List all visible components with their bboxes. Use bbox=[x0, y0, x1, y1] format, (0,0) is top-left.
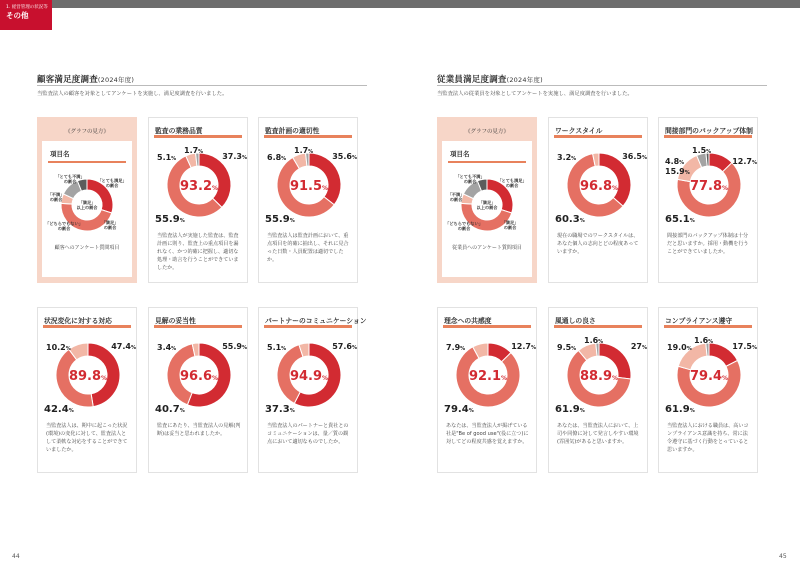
donut-chart bbox=[149, 330, 249, 422]
guide-label-satisfied: 「満足」の割合 bbox=[101, 220, 119, 230]
guide-label-very-dissatisfied: 「とても不満」の割合 bbox=[455, 174, 485, 184]
donut-chart bbox=[549, 330, 649, 422]
donut-label-0: 55.9% bbox=[222, 342, 247, 351]
card-description: 当監査法人が実施した監査は、監査計画に則り、監査上の重点項目を漏れなく、かつ的確に把握し、適切な処理・助言を行うことができていましたか。 bbox=[157, 233, 239, 271]
donut-center-value: 96.8% bbox=[579, 179, 619, 194]
survey-card-backoffice-support bbox=[658, 117, 758, 283]
card-title: 間接部門のバックアップ体制 bbox=[665, 127, 753, 135]
guide-label-dissatisfied: 「不満」の割合 bbox=[47, 192, 65, 202]
donut-label-2: 9.5% bbox=[557, 343, 577, 352]
guide-panel bbox=[442, 141, 532, 277]
section-tab bbox=[0, 0, 52, 30]
donut-label-0: 37.3% bbox=[222, 152, 247, 161]
card-title: 状況変化に対する対応 bbox=[44, 317, 112, 325]
donut-label-1: 55.9% bbox=[155, 214, 185, 225]
right-title-rule bbox=[437, 85, 767, 86]
left-title-text: 顧客満足度調査 bbox=[37, 75, 98, 85]
donut-chart bbox=[149, 140, 249, 232]
card-title-rule bbox=[154, 135, 242, 138]
donut-center-value: 79.4% bbox=[689, 369, 729, 384]
donut-label-3: 1.7% bbox=[294, 146, 314, 155]
survey-card-quality bbox=[148, 117, 248, 283]
card-title: 理念への共感度 bbox=[444, 317, 492, 325]
left-title-year: (2024年度) bbox=[97, 76, 135, 84]
survey-card-philosophy-empathy bbox=[437, 307, 537, 473]
donut-label-2: 5.1% bbox=[157, 153, 177, 162]
donut-chart bbox=[659, 140, 759, 232]
card-description: 当監査法人のパートナーと貴社とのコミュニケーションは、量／質の観点において適切なものでしたか。 bbox=[267, 423, 349, 445]
guide-label-very-dissatisfied: 「とても不満」の割合 bbox=[55, 174, 85, 184]
donut-chart bbox=[259, 330, 359, 422]
donut-center-value: 89.8% bbox=[68, 369, 108, 384]
right-section-title bbox=[437, 73, 543, 85]
page-number-left: 44 bbox=[12, 553, 20, 560]
guide-label-neither: 「どちらでもない」の割合 bbox=[445, 221, 483, 231]
survey-card-compliance bbox=[658, 307, 758, 473]
card-description: 当監査法人は、期中に起こった状況(環境)の変化に対して、監査法人として柔軟な対応をすることができていましたか。 bbox=[46, 423, 128, 453]
donut-label-1: 79.4% bbox=[444, 404, 474, 415]
donut-center-value: 77.8% bbox=[689, 179, 729, 194]
right-title-text: 従業員満足度調査 bbox=[437, 75, 507, 85]
chapter-label: 1. 経営管理の状況等 bbox=[6, 5, 48, 10]
card-title: パートナーのコミュニケーション bbox=[265, 317, 367, 325]
donut-center-value: 93.2% bbox=[179, 179, 219, 194]
card-title: ワークスタイル bbox=[555, 127, 603, 135]
card-title-rule bbox=[154, 325, 242, 328]
donut-label-1: 65.1% bbox=[665, 214, 695, 225]
donut-label-0: 27% bbox=[630, 342, 647, 351]
donut-label-2: 6.8% bbox=[267, 153, 287, 162]
guide-item-rule bbox=[448, 161, 526, 163]
survey-card-planning bbox=[258, 117, 358, 283]
card-title-rule bbox=[264, 325, 352, 328]
guide-label-satisfied: 「満足」の割合 bbox=[501, 220, 519, 230]
donut-label-2: 3.4% bbox=[157, 343, 177, 352]
donut-center-value: 96.6% bbox=[179, 369, 219, 384]
guide-label-very-satisfied: 「とても満足」の割合 bbox=[97, 178, 127, 188]
donut-label-1: 40.7% bbox=[155, 404, 185, 415]
donut-label-4: 1.5% bbox=[692, 146, 712, 155]
donut-center-value: 91.5% bbox=[289, 179, 329, 194]
left-section-desc: 当監査法人の顧客を対象としてアンケートを実施し、満足度調査を行いました。 bbox=[37, 91, 228, 97]
card-title: 監査計画の適切性 bbox=[265, 127, 320, 135]
right-section-desc: 当監査法人の従業員を対象としてアンケートを実施し、満足度調査を行いました。 bbox=[437, 91, 633, 97]
donut-label-2: 15.9% bbox=[665, 167, 690, 176]
card-title-rule bbox=[443, 325, 531, 328]
guide-caption: 従業員へのアンケート質問項目 bbox=[452, 245, 522, 251]
left-section-title bbox=[37, 73, 134, 85]
donut-label-3: 1.6% bbox=[584, 336, 604, 345]
donut-center-value: 94.9% bbox=[289, 369, 329, 384]
guide-label-dissatisfied: 「不満」の割合 bbox=[447, 192, 465, 202]
card-title-rule bbox=[43, 325, 131, 328]
donut-label-3: 1.7% bbox=[184, 146, 204, 155]
donut-label-2: 10.2% bbox=[46, 343, 71, 352]
donut-label-0: 12.7% bbox=[511, 342, 536, 351]
guide-title: 《グラフの見方》 bbox=[464, 129, 509, 135]
donut-label-0: 12.7% bbox=[732, 157, 757, 166]
guide-center-label: 「満足」以上の割合 bbox=[76, 200, 98, 210]
card-title: 監査の業務品質 bbox=[155, 127, 203, 135]
card-description: 間接部門のバックアップ体制は十分だと思いますか。採用・動機を行うことができていましたか。 bbox=[667, 233, 749, 255]
card-title-rule bbox=[554, 135, 642, 138]
card-title-rule bbox=[664, 135, 752, 138]
left-guide-box bbox=[37, 117, 137, 283]
guide-donut bbox=[42, 165, 132, 245]
section-label: その他 bbox=[6, 11, 29, 20]
guide-center-label: 「満足」以上の割合 bbox=[476, 200, 498, 210]
guide-item-label: 項目名 bbox=[50, 150, 70, 158]
donut-center-value: 88.9% bbox=[579, 369, 619, 384]
donut-label-2: 19.0% bbox=[667, 343, 692, 352]
donut-label-0: 35.6% bbox=[332, 152, 357, 161]
guide-panel bbox=[42, 141, 132, 277]
right-title-year: (2024年度) bbox=[506, 76, 543, 84]
card-description: あなたは、当監査法人において、上司や同僚に対して発言しやすい環境(雰囲気)があると思いますか。 bbox=[557, 423, 639, 445]
donut-label-3: 1.6% bbox=[694, 336, 714, 345]
card-title: コンプライアンス遵守 bbox=[665, 317, 733, 325]
left-title-rule bbox=[37, 85, 367, 86]
guide-caption: 顧客へのアンケート質問項目 bbox=[54, 245, 120, 251]
donut-label-3: 4.8% bbox=[665, 157, 685, 166]
guide-item-label: 項目名 bbox=[450, 150, 470, 158]
survey-card-change-response bbox=[37, 307, 137, 473]
donut-chart bbox=[659, 330, 759, 422]
guide-label-neither: 「どちらでもない」の割合 bbox=[45, 221, 83, 231]
guide-item-rule bbox=[48, 161, 126, 163]
donut-label-0: 36.5% bbox=[622, 152, 647, 161]
guide-label-very-satisfied: 「とても満足」の割合 bbox=[497, 178, 527, 188]
donut-chart bbox=[259, 140, 359, 232]
donut-label-0: 57.6% bbox=[332, 342, 357, 351]
donut-label-1: 55.9% bbox=[265, 214, 295, 225]
card-description: 当監査法人における職員は、高いコンプライアンス意識を持ち、常に法令遵守に基づく行動をとっていると思いますか。 bbox=[667, 423, 749, 453]
page-number-right: 45 bbox=[779, 553, 787, 560]
donut-chart bbox=[438, 330, 538, 422]
card-description: 当監査法人は監査計画において、重点項目を的確に抽出し、それに見合った日数・人員配置は適切でしたか。 bbox=[267, 233, 349, 263]
survey-card-opinion-validity bbox=[148, 307, 248, 473]
card-title: 見解の妥当性 bbox=[155, 317, 196, 325]
donut-chart bbox=[38, 330, 138, 422]
card-title: 風通しの良さ bbox=[555, 317, 596, 325]
survey-card-openness bbox=[548, 307, 648, 473]
donut-label-2: 5.1% bbox=[267, 343, 287, 352]
donut-label-1: 60.3% bbox=[555, 214, 585, 225]
donut-label-2: 7.9% bbox=[446, 343, 466, 352]
donut-label-0: 47.4% bbox=[111, 342, 136, 351]
card-description: あなたは、当監査法人が掲げている社是"Be of good use"(役に立つ)に対してどの程度共感を覚えますか。 bbox=[446, 423, 529, 445]
guide-title: 《グラフの見方》 bbox=[64, 129, 109, 135]
card-description: 現在の職場でのワークスタイルは、あなた個人の志向とどの程度あっていますか。 bbox=[557, 233, 639, 255]
card-title-rule bbox=[554, 325, 642, 328]
donut-chart bbox=[549, 140, 649, 232]
card-description: 監査にあたり、当監査法人の見解(判断)は妥当と思われましたか。 bbox=[157, 423, 241, 437]
card-title-rule bbox=[264, 135, 352, 138]
donut-label-1: 61.9% bbox=[665, 404, 695, 415]
right-guide-box bbox=[437, 117, 537, 283]
survey-card-partner-communication bbox=[258, 307, 367, 473]
top-header-bar bbox=[0, 0, 800, 8]
card-title-rule bbox=[664, 325, 752, 328]
donut-label-1: 42.4% bbox=[44, 404, 74, 415]
donut-label-2: 3.2% bbox=[557, 153, 577, 162]
donut-center-value: 92.1% bbox=[468, 369, 508, 384]
survey-card-workstyle bbox=[548, 117, 648, 283]
donut-label-1: 61.9% bbox=[555, 404, 585, 415]
donut-label-1: 37.3% bbox=[265, 404, 295, 415]
donut-label-0: 17.5% bbox=[732, 342, 757, 351]
guide-donut bbox=[442, 165, 532, 245]
